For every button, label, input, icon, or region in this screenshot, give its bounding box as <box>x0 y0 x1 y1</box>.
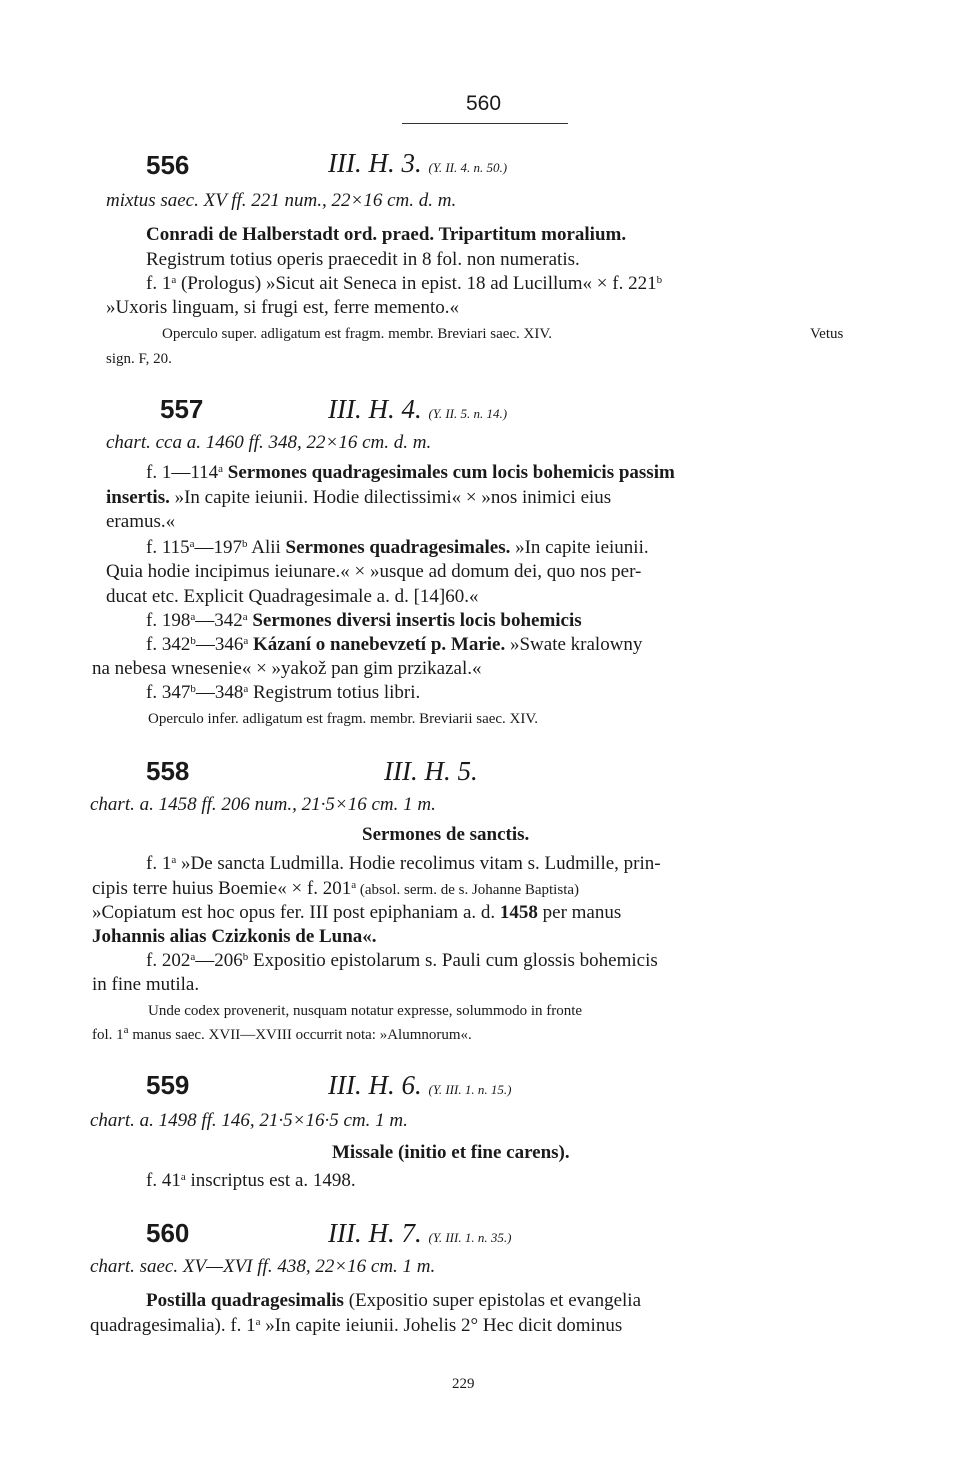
text-line: Postilla quadragesimalis (Expositio super epistolas et evangelia <box>146 1290 641 1311</box>
physical-description: chart. a. 1458 ff. 206 num., 21·5×16 cm. 1 m. <box>90 794 436 815</box>
text-line: in fine mutila. <box>92 974 200 995</box>
page-number: 560 <box>466 92 502 115</box>
entry-title: Missale (initio et fine carens). <box>332 1142 570 1163</box>
text-line: cipis terre huius Boemie« × f. 201$^a$ (absol. serm. de s. Johanne Baptista) <box>92 878 580 899</box>
text-line: f. 342$^b$—346$^a$ Kázaní o nanebevzetí p. Marie. »Swate kralowny <box>146 634 643 655</box>
note-line: sign. F, 20. <box>106 351 172 367</box>
text-line: quadragesimalia). f. 1$^a$ »In capite ieiunii. Johelis 2° Hec dicit dominus <box>90 1315 623 1336</box>
physical-description: chart. a. 1498 ff. 146, 21·5×16·5 cm. 1 m. <box>90 1110 408 1131</box>
text-line: »Uxoris linguam, si frugi est, ferre memento.« <box>106 297 460 318</box>
shelfmark: III. H. 7. (Y. III. 1. n. 35.) <box>328 1218 512 1248</box>
text-line: insertis. »In capite ieiunii. Hodie dilectissimi« × »nos inimici eius <box>106 487 612 508</box>
entry-number: 558 <box>146 756 190 786</box>
text-line: na nebesa wnesenie« × »yakož pan gim przikazal.« <box>92 658 482 679</box>
text-line: f. 1$^a$ (Prologus) »Sicut ait Seneca in epist. 18 ad Lucillum« × f. 221$^b$ <box>146 273 663 294</box>
shelfmark: III. H. 3. (Y. II. 4. n. 50.) <box>328 148 508 178</box>
text-line: f. 198$^a$—342$^a$ Sermones diversi insertis locis bohemicis <box>146 610 582 631</box>
note-line-end: Vetus <box>810 326 844 342</box>
physical-description: mixtus saec. XV ff. 221 num., 22×16 cm. d. m. <box>106 190 457 211</box>
text-line: »Copiatum est hoc opus fer. III post epiphaniam a. d. 1458 per manus <box>92 902 622 923</box>
folio-number: 229 <box>452 1376 475 1392</box>
entry-number: 559 <box>146 1070 190 1100</box>
old-shelfmark: (Y. III. 1. n. 35.) <box>428 1230 512 1245</box>
text-line: Johannis alias Czizkonis de Luna«. <box>92 926 377 947</box>
text-line: f. 347$^b$—348$^a$ Registrum totius libri. <box>146 682 421 703</box>
shelfmark: III. H. 4. (Y. II. 5. n. 14.) <box>328 394 508 424</box>
shelfmark: III. H. 6. (Y. III. 1. n. 15.) <box>328 1070 512 1100</box>
text-line: f. 41$^a$ inscriptus est a. 1498. <box>146 1170 356 1191</box>
text-line: Registrum totius operis praecedit in 8 fol. non numeratis. <box>146 249 580 270</box>
note-line: Unde codex provenerit, nusquam notatur expresse, solummodo in fronte <box>148 1003 583 1019</box>
text-line: f. 1—114$^a$ Sermones quadragesimales cum locis bohemicis passim <box>146 462 675 483</box>
note-line: fol. 1$^a$ manus saec. XVII—XVIII occurrit nota: »Alumnorum«. <box>92 1024 472 1043</box>
text-line: Quia hodie incipimus ieiunare.« × »usque ad domum dei, quo nos per- <box>106 561 642 582</box>
text-line: ducat etc. Explicit Quadragesimale a. d. [14]60.« <box>106 586 479 607</box>
entry-title: Sermones de sanctis. <box>362 824 530 845</box>
entry-number: 560 <box>146 1218 190 1248</box>
entry-number: 556 <box>146 150 190 180</box>
note-line: Operculo super. adligatum est fragm. membr. Breviari saec. XIV. <box>162 326 553 342</box>
header-rule <box>402 123 568 124</box>
old-shelfmark: (Y. II. 4. n. 50.) <box>428 160 508 175</box>
old-shelfmark: (Y. III. 1. n. 15.) <box>428 1082 512 1097</box>
text-line: f. 202$^a$—206$^b$ Expositio epistolarum s. Pauli cum glossis bohemicis <box>146 950 658 971</box>
note-line: Operculo infer. adligatum est fragm. membr. Breviarii saec. XIV. <box>148 711 539 727</box>
text-line: eramus.« <box>106 511 176 532</box>
shelfmark: III. H. 5. <box>384 756 478 786</box>
text-line: f. 1$^a$ »De sancta Ludmilla. Hodie recolimus vitam s. Ludmille, prin- <box>146 853 661 874</box>
entry-number: 557 <box>160 394 204 424</box>
text-line: f. 115$^a$—197$^b$ Alii Sermones quadragesimales. »In capite ieiunii. <box>146 537 649 558</box>
physical-description: chart. cca a. 1460 ff. 348, 22×16 cm. d. m. <box>106 432 432 453</box>
entry-title: Conradi de Halberstadt ord. praed. Tripartitum moralium. <box>146 224 627 245</box>
physical-description: chart. saec. XV—XVI ff. 438, 22×16 cm. 1 m. <box>90 1256 436 1277</box>
old-shelfmark: (Y. II. 5. n. 14.) <box>428 406 508 421</box>
